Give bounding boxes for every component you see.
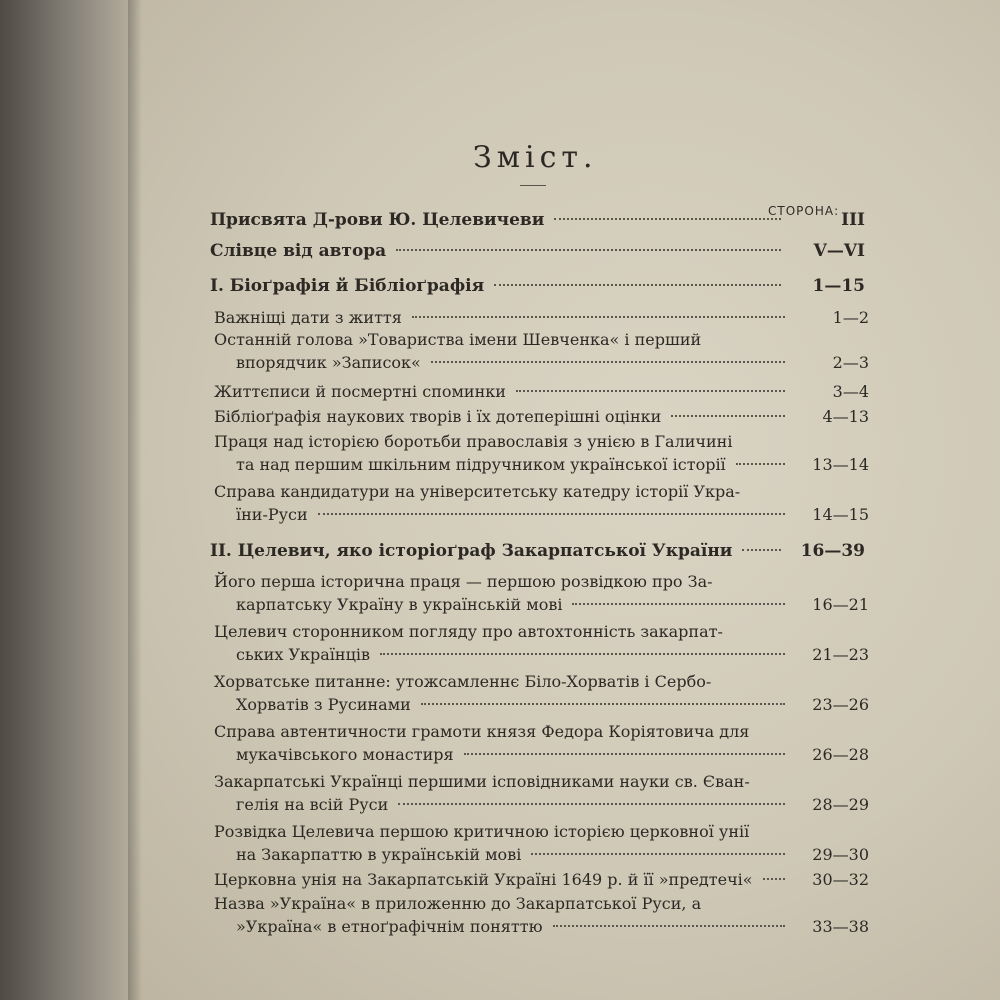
- toc-entry-text: »Україна« в етноґрафічнім поняттю: [236, 917, 543, 936]
- page-number: 28—29: [812, 795, 869, 814]
- toc-entry: [214, 868, 869, 891]
- toc-entry-text: на Закарпаттю в українській мові: [236, 845, 522, 864]
- dot-leader: [421, 703, 785, 705]
- toc-entry-text: Справа автентичности грамоти князя Федора Коріятовича для: [214, 722, 750, 741]
- toc-entry-text: Хорватів з Русинами: [236, 695, 411, 714]
- toc-entry: [214, 570, 869, 616]
- page-number: 30—32: [812, 870, 869, 889]
- toc-entry: [214, 720, 869, 766]
- toc-entry: [214, 480, 869, 526]
- dot-leader: [516, 390, 785, 392]
- page-number: 4—13: [822, 407, 869, 426]
- dot-leader: [531, 853, 785, 855]
- dot-leader: [553, 925, 786, 927]
- page-number: 23—26: [812, 695, 869, 714]
- toc-entry-text: Його перша історична праця — першою розвідкою про За-: [214, 572, 713, 591]
- toc-entry: [214, 620, 869, 666]
- page-number: 16—39: [800, 541, 865, 561]
- dot-leader: [742, 549, 781, 551]
- toc-entry-text: Розвідка Целевича першою критичною історією церковної унії: [214, 822, 750, 841]
- toc-entry: [210, 240, 865, 263]
- toc-entry-text: та над першим шкільним підручником української історії: [236, 455, 726, 474]
- dot-leader: [736, 463, 785, 465]
- toc-entry-text: Хорватське питанне: утожсамленнє Біло-Хорватів і Сербо-: [214, 672, 712, 691]
- page-column-header: СТОРОНА:: [768, 204, 840, 218]
- toc-entry: [210, 275, 865, 298]
- toc-entry-text: Закарпатські Українці першими ісповідниками науки св. Єван-: [214, 772, 750, 791]
- toc-entry-text: Церковна унія на Закарпатській Україні 1649 р. й її »предтечі«: [214, 870, 753, 889]
- page-number: 14—15: [812, 505, 869, 524]
- toc-entry-text: І. Біоґрафія й Бібліоґрафія: [210, 276, 485, 296]
- toc-entry-text: Праця над історією боротьби православія з унією в Галичині: [214, 432, 733, 451]
- toc-entry-text: Целевич сторонником погляду про автохтонність закарпат-: [214, 622, 723, 641]
- dot-leader: [464, 753, 785, 755]
- toc-entry-text: ІІ. Целевич, яко історіоґраф Закарпатської України: [210, 541, 733, 561]
- toc-entry-text: їни-Руси: [236, 505, 308, 524]
- page-number: 29—30: [812, 845, 869, 864]
- page-number: 1—15: [812, 276, 865, 296]
- toc-entry-text: впорядчик »Записок«: [236, 353, 421, 372]
- page-number: 3—4: [832, 382, 869, 401]
- page-number: III: [841, 210, 865, 230]
- dot-leader: [380, 653, 785, 655]
- dot-leader: [318, 513, 785, 515]
- title-divider: [520, 185, 546, 186]
- toc-entry-text: Назва »Україна« в приложенню до Закарпатської Руси, а: [214, 894, 702, 913]
- book-page: [128, 0, 1000, 1000]
- dot-leader: [494, 284, 781, 286]
- toc-entry: [214, 328, 869, 374]
- toc-entry-text: ських Українців: [236, 645, 370, 664]
- toc-entry-text: Останній голова »Товариства імени Шевченка« і перший: [214, 330, 702, 349]
- book-spine-edge: [0, 0, 128, 1000]
- toc-entry-text: мукачівського монастиря: [236, 745, 454, 764]
- toc-entry-text: Присвята Д-рови Ю. Целевичеви: [210, 210, 545, 230]
- toc-entry: [214, 892, 869, 938]
- dot-leader: [431, 361, 785, 363]
- toc-entry: [214, 430, 869, 476]
- toc-entry: [210, 209, 865, 232]
- toc-entry: [214, 306, 869, 329]
- page-number: 2—3: [832, 353, 869, 372]
- toc-entry: [214, 405, 869, 428]
- page-number: 33—38: [812, 917, 869, 936]
- toc-entry-text: Справа кандидатури на університетську катедру історії Укра-: [214, 482, 741, 501]
- dot-leader: [554, 218, 781, 220]
- dot-leader: [671, 415, 785, 417]
- dot-leader: [396, 249, 781, 251]
- toc-entry-text: Бібліоґрафія наукових творів і їх дотеперішні оцінки: [214, 407, 662, 426]
- page-number: 1—2: [832, 308, 869, 327]
- dot-leader: [763, 878, 785, 880]
- toc-entry-text: гелія на всій Руси: [236, 795, 389, 814]
- toc-entry-text: Важніщі дати з життя: [214, 308, 402, 327]
- toc-entry: [210, 540, 865, 563]
- toc-entry: [214, 770, 869, 816]
- dot-leader: [398, 803, 785, 805]
- toc-entry: [214, 670, 869, 716]
- page-number: V—VI: [813, 241, 865, 261]
- page-title: Зміст.: [473, 140, 598, 175]
- page-number: 26—28: [812, 745, 869, 764]
- page-number: 21—23: [812, 645, 869, 664]
- dot-leader: [412, 316, 785, 318]
- toc-entry: [214, 820, 869, 866]
- dot-leader: [572, 603, 785, 605]
- toc-entry-text: карпатську Україну в українській мові: [236, 595, 563, 614]
- toc-entry-text: Слівце від автора: [210, 241, 387, 261]
- page-number: 13—14: [812, 455, 869, 474]
- toc-entry-text: Життєписи й посмертні споминки: [214, 382, 506, 401]
- toc-entry: [214, 380, 869, 403]
- page-number: 16—21: [812, 595, 869, 614]
